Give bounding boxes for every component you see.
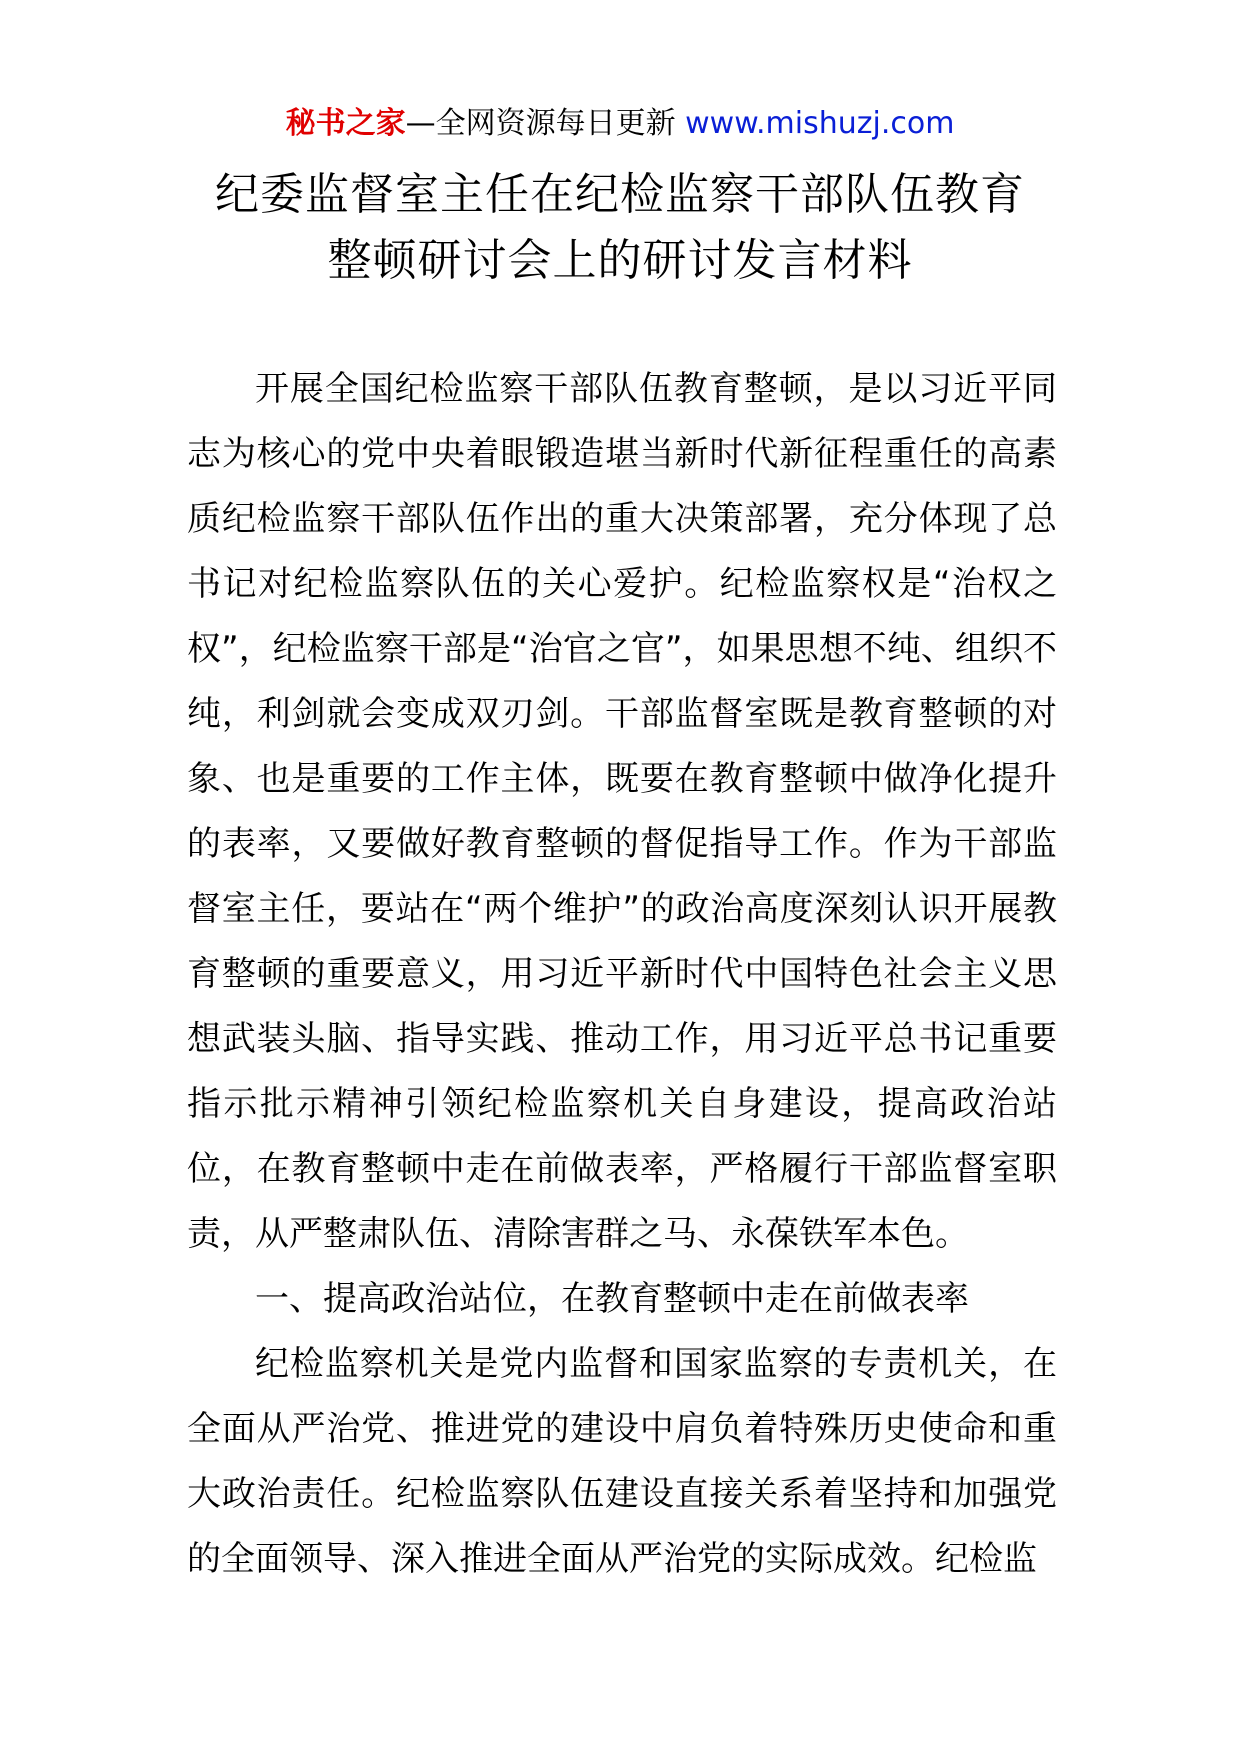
- site-header: [0, 104, 1240, 144]
- brand-name: 秘书之家: [285, 106, 406, 141]
- header-tagline: —全网资源每日更新: [405, 106, 676, 141]
- title-line-2: 整顿研讨会上的研讨发言材料: [327, 235, 913, 286]
- document-body: [187, 357, 1057, 1592]
- document-title: [150, 162, 1090, 294]
- body-paragraph: 纪检监察机关是党内监督和国家监察的专责机关，在全面从严治党、推进党的建设中肩负着特殊历史使命和重大政治责任。纪检监察队伍建设直接关系着坚持和加强党的全面领导、深入推进全面从严治党的实际成效。纪检监: [187, 1344, 1057, 1579]
- title-line-1: 纪委监督室主任在纪检监察干部队伍教育: [215, 169, 1025, 220]
- body-paragraph: 开展全国纪检监察干部队伍教育整顿，是以习近平同志为核心的党中央着眼锻造堪当新时代新征程重任的高素质纪检监察干部队伍作出的重大决策部署，充分体现了总书记对纪检监察队伍的关心爱护。纪检监察权是“治权之权”，纪检监察干部是“治官之官”，如果思想不纯、组织不纯，利剑就会变成双刃剑。干部监督室既是教育整顿的对象、也是重要的工作主体，既要在教育整顿中做净化提升的表率，又要做好教育整顿的督促指导工作。作为干部监督室主任，要站在“两个维护”的政治高度深刻认识开展教育整顿的重要意义，用习近平新时代中国特色社会主义思想武装头脑、指导实践、推动工作，用习近平总书记重要指示批示精神引领纪检监察机关自身建设，提高政治站位，在教育整顿中走在前做表率，严格履行干部监督室职责，从严整肃队伍、清除害群之马、永葆铁军本色。: [187, 369, 1057, 1254]
- site-url-link[interactable]: www.mishuzj.com: [685, 106, 955, 141]
- section-heading: 一、提高政治站位，在教育整顿中走在前做表率: [255, 1279, 969, 1319]
